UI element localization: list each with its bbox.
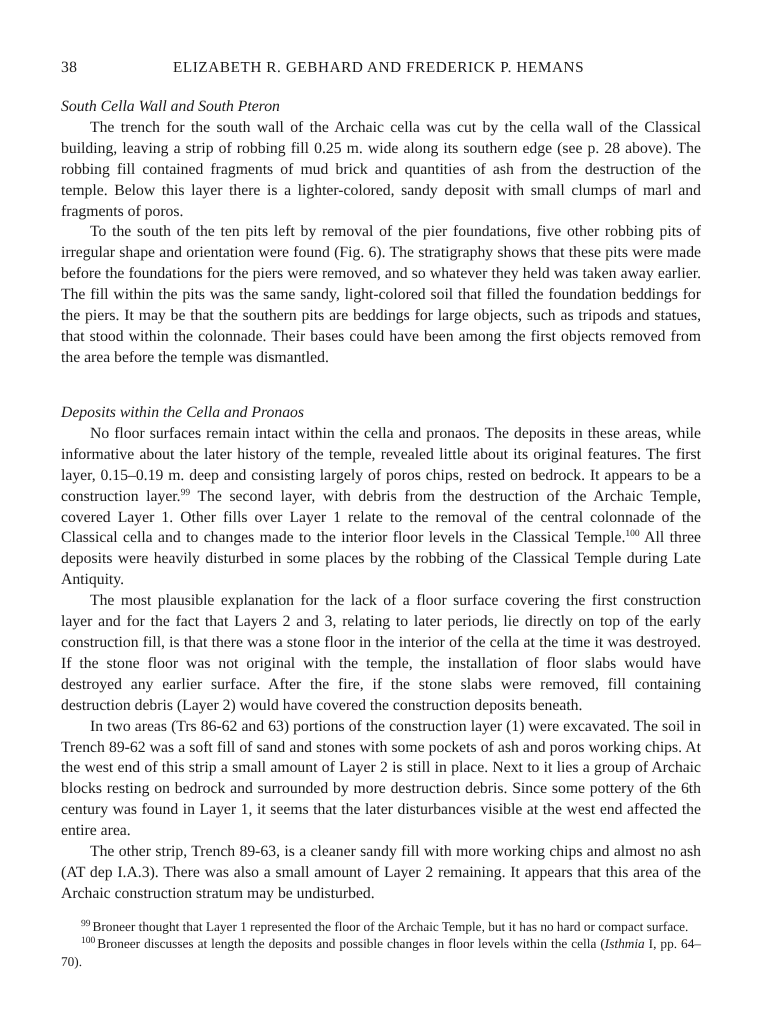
section-deposits-cella-pronaos	[61, 403, 701, 905]
paragraph-text: No floor surfaces remain intact within the cella and pronaos. The deposits in these areas, while informative about the later history of the temple, revealed little about its original features. The first layer, 0.15–0.19 m. deep and consisting largely of poros chips, rested on bedrock. It appears to be a construction layer.	[61, 424, 701, 505]
section-south-cella-wall	[61, 97, 701, 369]
footnote-100	[61, 935, 701, 970]
page	[61, 0, 701, 1024]
footnote-99	[61, 918, 701, 935]
section-heading: Deposits within the Cella and Pronaos	[61, 404, 305, 421]
footnote-number: 99	[81, 919, 91, 929]
section-heading: South Cella Wall and South Pteron	[61, 98, 280, 115]
paragraph	[61, 424, 701, 591]
paragraph: The most plausible explanation for the lack of a floor surface covering the first construction layer and for the fact that Layers 2 and 3, relating to later periods, lie directly on top of the early construction fill, is that there was a stone floor in the interior of the cella at the time it was destroyed. If the stone floor was not original with the temple, the installation of floor slabs would have destroyed any earlier surface. After the fire, if the stone slabs were removed, fill containing destruction debris (Layer 2) would have covered the construction deposits beneath.	[61, 592, 701, 714]
paragraph: In two areas (Trs 86-62 and 63) portions of the construction layer (1) were excavated. The soil in Trench 89-62 was a soft fill of sand and stones with some pockets of ash and poros working chips. At the west end of this strip a small amount of Layer 2 is still in place. Next to it lies a group of Archaic blocks resting on bedrock and surrounded by more destruction debris. Since some pottery of the 6th century was found in Layer 1, it seems that the later disturbances visible at the west end affected the entire area.	[61, 717, 701, 840]
paragraph: To the south of the ten pits left by removal of the pier foundations, five other robbing pits of irregular shape and orientation were found (Fig. 6). The stratigraphy shows that these pits were made before the foundations for the piers were removed, and so whatever they held was taken away earlier. The fill within the pits was the same sandy, light-colored soil that filled the foundation beddings for the piers. It may be that the southern pits are beddings for large objects, such as tripods and statues, that stood within the colonnade. Their bases could have been among the first objects removed from the area before the temple was dismantled.	[61, 223, 701, 366]
footnote-text: Broneer thought that Layer 1 represented the floor of the Archaic Temple, but it has no hard or compact surface.	[92, 919, 689, 934]
paragraph-text: All three deposits were heavily disturbed in some places by the robbing of the Classical Temple during Late Antiquity.	[61, 529, 701, 589]
running-head	[61, 58, 701, 80]
footnote-number: 100	[81, 936, 96, 947]
footnote-ref-99[interactable]: 99	[180, 487, 191, 498]
footnotes	[61, 918, 701, 970]
footnote-ref-100[interactable]: 100	[625, 529, 640, 540]
footnote-text: I, pp. 64–70).	[61, 936, 702, 969]
page-number: 38	[61, 59, 78, 76]
footnote-text: Broneer discusses at length the deposits and possible changes in floor levels within the cella (	[97, 936, 605, 952]
paragraph-text: The second layer, with debris from the destruction of the Archaic Temple, covered Layer 1. Other fills over Layer 1 relate to the removal of the central colonnade of the Classical cella and to changes made to the interior floor levels in the Classical Temple.	[61, 487, 701, 547]
running-head-authors: ELIZABETH R. GEBHARD AND FREDERICK P. HEMANS	[173, 59, 585, 76]
footnote-italic-title: Isthmia	[604, 936, 645, 952]
paragraph: The other strip, Trench 89-63, is a cleaner sandy fill with more working chips and almost no ash (AT dep I.A.3). There was also a small amount of Layer 2 remaining. It appears that this area of the Archaic construction stratum may be undisturbed.	[61, 843, 701, 902]
paragraph: The trench for the south wall of the Archaic cella was cut by the cella wall of the Classical building, leaving a strip of robbing fill 0.25 m. wide along its southern edge (see p. 28 above). The robbing fill contained fragments of mud brick and quantities of ash from the destruction of the temple. Below this layer there is a lighter-colored, sandy deposit with small clumps of marl and fragments of poros.	[61, 118, 701, 220]
